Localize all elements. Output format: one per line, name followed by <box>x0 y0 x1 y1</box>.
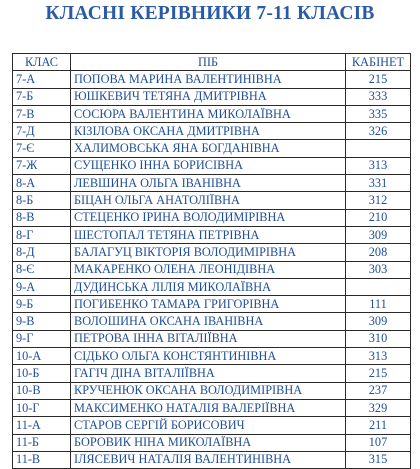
cabinet-cell: 335 <box>346 105 411 122</box>
teacher-name-cell: ПОГИБЕНКО ТАМАРА ГРИГОРІВНА <box>71 296 346 313</box>
cabinet-cell: 313 <box>346 157 411 174</box>
teacher-name-cell: ДУДИНСЬКА ЛІЛІЯ МИКОЛАЇВНА <box>71 278 346 295</box>
teacher-name-cell: МАКСИМЕНКО НАТАЛІЯ ВАЛЕРІЇВНА <box>71 399 346 416</box>
teacher-name-cell: СТАРОВ СЕРГІЙ БОРИСОВИЧ <box>71 417 346 434</box>
class-cell: 11-А <box>13 417 71 434</box>
class-cell: 9-Б <box>13 296 71 313</box>
teacher-name-cell: СУЩЕНКО ІННА БОРИСІВНА <box>71 157 346 174</box>
teacher-name-cell: ЛЕВШИНА ОЛЬГА ІВАНІВНА <box>71 175 346 192</box>
class-cell: 8-Б <box>13 192 71 209</box>
table-row <box>13 88 411 105</box>
teacher-name-cell: ШЕСТОПАЛ ТЕТЯНА ПЕТРІВНА <box>71 226 346 243</box>
table-row <box>13 330 411 347</box>
column-header-name: ПІБ <box>71 54 346 71</box>
teacher-name-cell: КРУЧЕНЮК ОКСАНА ВОЛОДИМІРІВНА <box>71 382 346 399</box>
cabinet-cell: 309 <box>346 226 411 243</box>
class-cell: 7-А <box>13 71 71 88</box>
class-cell: 8-В <box>13 209 71 226</box>
table-row <box>13 451 411 468</box>
cabinet-cell: 331 <box>346 175 411 192</box>
table-row <box>13 175 411 192</box>
class-cell: 7-Б <box>13 88 71 105</box>
table-row <box>13 226 411 243</box>
teacher-name-cell: ЮШКЕВИЧ ТЕТЯНА ДМИТРІВНА <box>71 88 346 105</box>
cabinet-cell <box>346 140 411 157</box>
table-row <box>13 278 411 295</box>
teacher-name-cell: БАЛАГУЦ ВІКТОРІЯ ВОЛОДИМІРІВНА <box>71 244 346 261</box>
class-cell: 11-Б <box>13 434 71 451</box>
class-cell: 9-В <box>13 313 71 330</box>
class-cell: 8-А <box>13 175 71 192</box>
class-cell: 10-Б <box>13 365 71 382</box>
cabinet-cell: 237 <box>346 382 411 399</box>
teacher-name-cell: ПЕТРОВА ІННА ВІТАЛІЇВНА <box>71 330 346 347</box>
cabinet-cell: 312 <box>346 192 411 209</box>
cabinet-cell: 333 <box>346 88 411 105</box>
cabinet-cell: 208 <box>346 244 411 261</box>
teacher-name-cell: ВОЛОШИНА ОКСАНА ІВАНІВНА <box>71 313 346 330</box>
class-cell: 8-Д <box>13 244 71 261</box>
teacher-name-cell: СІДЬКО ОЛЬГА КОНСТЯНТИНІВНА <box>71 348 346 365</box>
cabinet-cell: 326 <box>346 123 411 140</box>
table-body <box>13 71 411 469</box>
cabinet-cell: 315 <box>346 451 411 468</box>
class-cell: 9-А <box>13 278 71 295</box>
cabinet-cell: 313 <box>346 348 411 365</box>
teacher-name-cell: ІЛЯСЕВИЧ НАТАЛІЯ ВАЛЕНТИНІВНА <box>71 451 346 468</box>
teacher-name-cell: БОРОВИК НІНА МИКОЛАЇВНА <box>71 434 346 451</box>
column-header-class: КЛАС <box>13 54 71 71</box>
table-row <box>13 123 411 140</box>
class-cell: 10-В <box>13 382 71 399</box>
table-row <box>13 365 411 382</box>
class-cell: 8-Г <box>13 226 71 243</box>
cabinet-cell: 215 <box>346 71 411 88</box>
table-row <box>13 348 411 365</box>
class-teachers-table <box>12 53 411 469</box>
table-header-row <box>13 54 411 71</box>
table-row <box>13 140 411 157</box>
class-cell: 8-Є <box>13 261 71 278</box>
table-row <box>13 244 411 261</box>
page-title: КЛАСНІ КЕРІВНИКИ 7-11 КЛАСІВ <box>45 3 375 24</box>
column-header-cabinet: КАБІНЕТ <box>346 54 411 71</box>
class-cell: 10-Г <box>13 399 71 416</box>
table-row <box>13 157 411 174</box>
table-row <box>13 261 411 278</box>
cabinet-cell: 303 <box>346 261 411 278</box>
teacher-name-cell: КІЗІЛОВА ОКСАНА ДМИТРІВНА <box>71 123 346 140</box>
class-cell: 9-Г <box>13 330 71 347</box>
class-cell: 7-Д <box>13 123 71 140</box>
cabinet-cell: 215 <box>346 365 411 382</box>
teacher-name-cell: СОСЮРА ВАЛЕНТИНА МИКОЛАЇВНА <box>71 105 346 122</box>
cabinet-cell: 211 <box>346 417 411 434</box>
class-cell: 7-В <box>13 105 71 122</box>
teacher-name-cell: ПОПОВА МАРИНА ВАЛЕНТИНІВНА <box>71 71 346 88</box>
table-row <box>13 434 411 451</box>
class-cell: 10-А <box>13 348 71 365</box>
table-row <box>13 209 411 226</box>
table-row <box>13 105 411 122</box>
class-cell: 11-В <box>13 451 71 468</box>
teacher-name-cell: СТЕЦЕНКО ІРИНА ВОЛОДИМІРІВНА <box>71 209 346 226</box>
table-row <box>13 296 411 313</box>
cabinet-cell: 107 <box>346 434 411 451</box>
cabinet-cell: 310 <box>346 330 411 347</box>
teacher-name-cell: ГАГІЧ ДІНА ВІТАЛІЇВНА <box>71 365 346 382</box>
teacher-name-cell: БІЦАН ОЛЬГА АНАТОЛІЇВНА <box>71 192 346 209</box>
cabinet-cell <box>346 278 411 295</box>
cabinet-cell: 329 <box>346 399 411 416</box>
table-row <box>13 399 411 416</box>
class-cell: 7-Ж <box>13 157 71 174</box>
cabinet-cell: 210 <box>346 209 411 226</box>
table-row <box>13 313 411 330</box>
teacher-name-cell: ХАЛИМОВСЬКА ЯНА БОГДАНІВНА <box>71 140 346 157</box>
table-row <box>13 192 411 209</box>
teacher-name-cell: МАКАРЕНКО ОЛЕНА ЛЕОНІДІВНА <box>71 261 346 278</box>
table-row <box>13 71 411 88</box>
cabinet-cell: 309 <box>346 313 411 330</box>
cabinet-cell: 111 <box>346 296 411 313</box>
table-row <box>13 417 411 434</box>
table-row <box>13 382 411 399</box>
class-cell: 7-Є <box>13 140 71 157</box>
